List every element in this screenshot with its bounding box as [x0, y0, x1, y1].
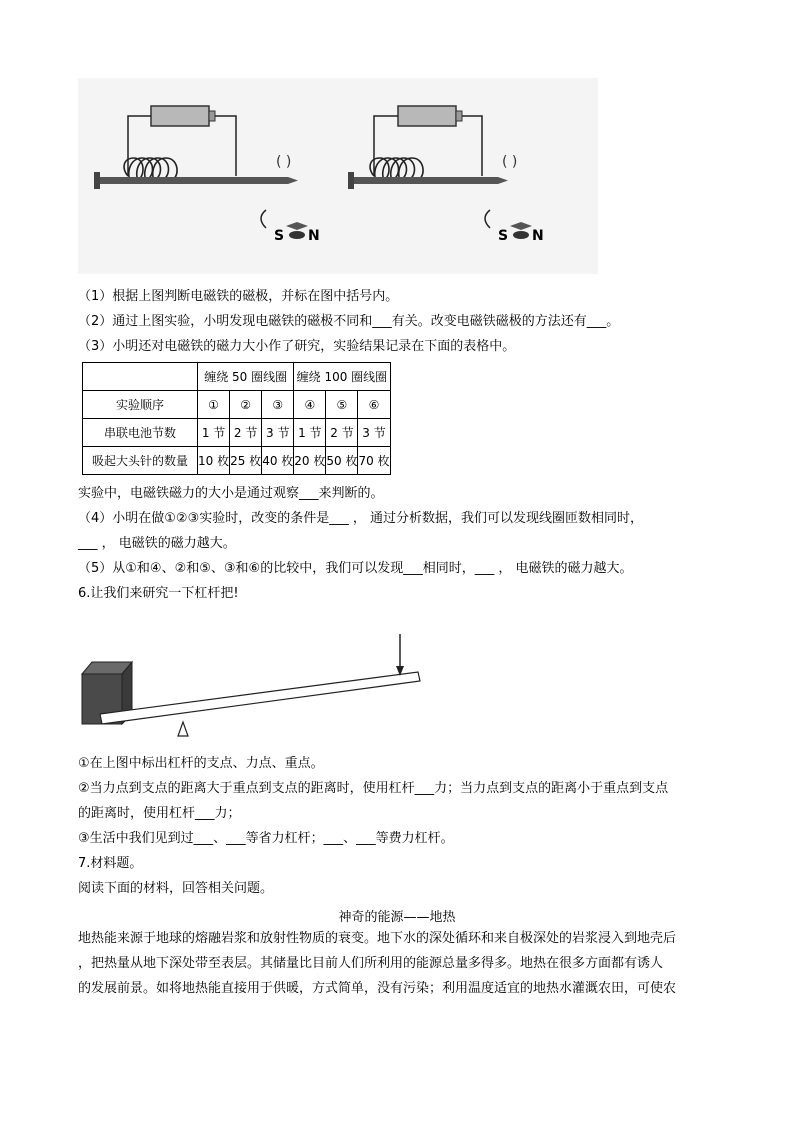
table-cell: 20 枚 [294, 447, 326, 475]
q5-line-2: （2）通过上图实验，小明发现电磁铁的磁极不同和___有关。改变电磁铁磁极的方法还有___。 [78, 314, 620, 329]
table-cell: 50 枚 [326, 447, 358, 475]
article-paragraph-line: 地热能来源于地球的熔融岩浆和放射性物质的衰变。地下水的深处循环和来自极深处的岩浆浸入到地壳后 [78, 931, 677, 946]
table-row [83, 447, 391, 475]
compass-n-label: N [532, 228, 544, 244]
table-cell: 2 节 [230, 419, 262, 447]
q6-line-2: ②当力点到支点的距离大于重点到支点的距离时，使用杠杆___力；当力点到支点的距离小于重点到支点 [78, 781, 669, 796]
lever-figure [78, 630, 423, 738]
table-cell: 40 枚 [262, 447, 294, 475]
q5-line-4: 实验中，电磁铁磁力的大小是通过观察___来判断的。 [78, 486, 384, 501]
header-100-turns: 缠绕 100 圈线圈 [294, 363, 390, 391]
q5-line-5: （4）小明在做①②③实验时，改变的条件是___ ， 通过分析数据，我们可以发现线圈匝数相同时， [78, 511, 643, 526]
header-50-turns: 缠绕 50 圈线圈 [198, 363, 294, 391]
lever-bar [100, 672, 420, 724]
table-cell: ④ [294, 391, 326, 419]
q6-title: 6.让我们来研究一下杠杆把! [78, 586, 239, 601]
table-cell: 70 枚 [358, 447, 390, 475]
table-cell: 3 节 [358, 419, 390, 447]
row-label-pins: 吸起大头针的数量 [83, 447, 198, 475]
table-cell: 3 节 [262, 419, 294, 447]
table-cell: 25 枚 [230, 447, 262, 475]
q6-line-4: ③生活中我们见到过___、___等省力杠杆；___、___等费力杠杆。 [78, 831, 454, 846]
article-title: 神奇的能源——地热 [338, 910, 456, 925]
table-cell: ② [230, 391, 262, 419]
article-paragraph-line: 的发展前景。如将地热能直接用于供暖，方式简单，没有污染；利用温度适宜的地热水灌溉农田，可使农 [78, 981, 677, 996]
table-row [83, 391, 391, 419]
q6-line-1: ①在上图中标出杠杆的支点、力点、重点。 [78, 756, 324, 771]
table-row [83, 363, 391, 391]
pole-label-left: ( ) [276, 154, 292, 170]
row-label-batteries: 串联电池节数 [83, 419, 198, 447]
q5-line-7: （5）从①和④、②和⑤、③和⑥的比较中，我们可以发现___相同时，___ ， 电磁铁的磁力越大。 [78, 561, 633, 576]
table-cell: 1 节 [294, 419, 326, 447]
table-cell: 10 枚 [198, 447, 230, 475]
table-cell: ⑥ [358, 391, 390, 419]
table-cell: ① [198, 391, 230, 419]
q5-line-3: （3）小明还对电磁铁的磁力大小作了研究，实验结果记录在下面的表格中。 [78, 339, 516, 354]
pole-label-right: ( ) [502, 154, 518, 170]
q5-line-6: ___ ， 电磁铁的磁力越大。 [78, 536, 236, 551]
q7-title: 7.材料题。 [78, 856, 143, 871]
experiment-table [82, 362, 391, 475]
table-row [83, 419, 391, 447]
q7-intro: 阅读下面的材料，回答相关问题。 [78, 881, 274, 896]
table-cell: ⑤ [326, 391, 358, 419]
table-cell: ③ [262, 391, 294, 419]
q6-line-3: 的距离时，使用杠杆___力； [78, 806, 241, 821]
row-label-order: 实验顺序 [83, 391, 198, 419]
fulcrum-icon [178, 722, 188, 736]
compass-s-label: S [498, 228, 509, 244]
table-cell: 1 节 [198, 419, 230, 447]
article-paragraph-line: ，把热量从地下深处带至表层。其储量比目前人们所利用的能源总量多得多。地热在很多方面都有诱人 [78, 956, 664, 971]
compass-n-label: N [308, 228, 320, 244]
electromagnet-figure [78, 78, 598, 274]
q5-line-1: （1）根据上图判断电磁铁的磁极，并标在图中括号内。 [78, 289, 399, 304]
table-cell: 2 节 [326, 419, 358, 447]
compass-s-label: S [274, 228, 285, 244]
